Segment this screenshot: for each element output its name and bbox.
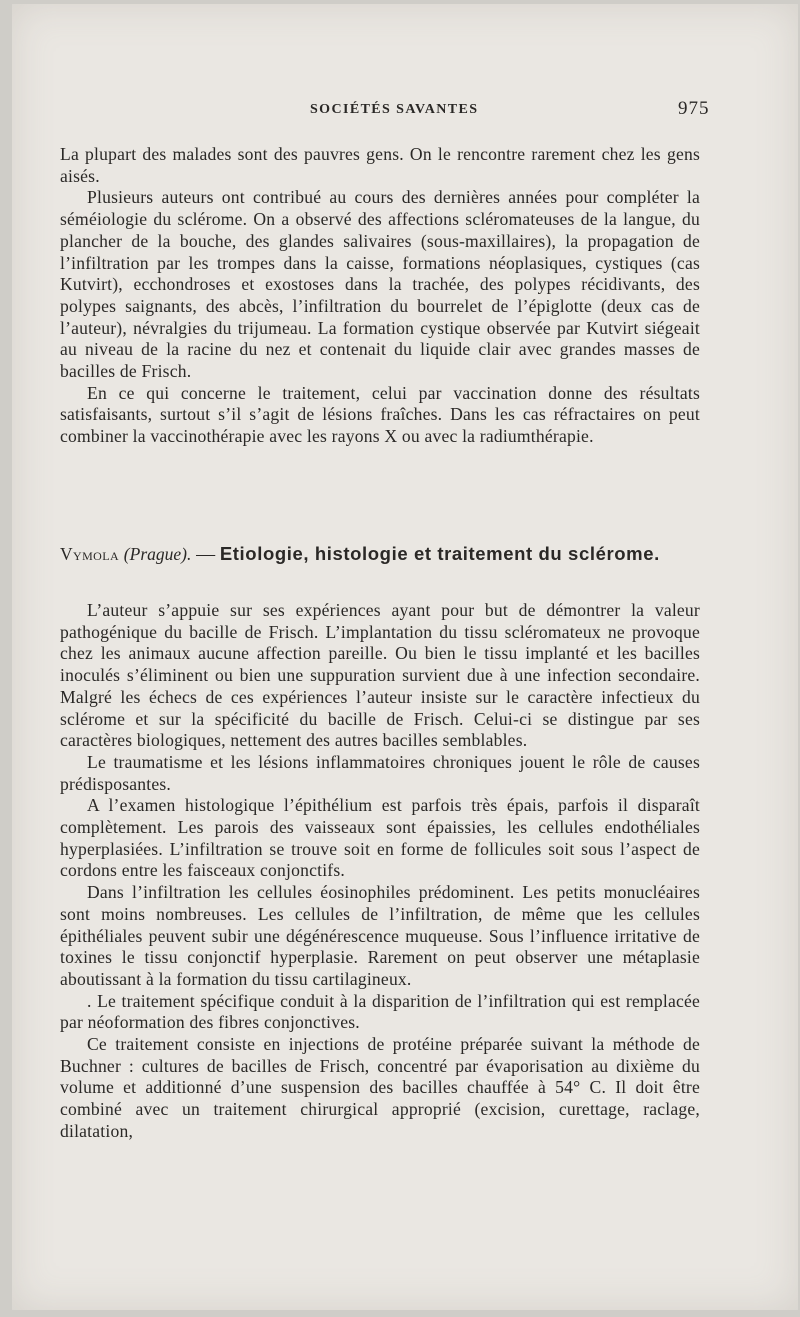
running-head: SOCIÉTÉS SAVANTES	[310, 102, 479, 117]
paragraph: A l’examen histologique l’épithélium est parfois très épais, parfois il disparaît complètement. Les parois des vaisseaux sont épaissies, les cellules endothéliales hyperplasiées. L’infiltration se trouve soit en forme de follicules soit sous l’aspect de cordons entre les faisceaux conjonctifs.	[60, 795, 700, 881]
paragraph: L’auteur s’appuie sur ses expériences ayant pour but de démontrer la valeur pathogénique du bacille de Frisch. L’implantation du tissu scléromateux ne provoque chez les animaux aucune affection pareille. Ou bien le tissu implanté et les bacilles inoculés s’éliminent ou bien une suppuration survient due à une infection secondaire. Malgré les échecs de ces expériences l’auteur insiste sur le caractère infectieux du sclérome et sur la spécificité du bacille de Frisch. Celui-ci se distingue par ses caractères biologiques, nettement des autres bacilles semblables.	[60, 600, 700, 751]
heading-dash: —	[196, 544, 216, 565]
paragraph: Ce traitement consiste en injections de protéine préparée suivant la méthode de Buchner : cultures de bacilles de Frisch, concentré par évaporisation au dixième du volume et additionné d’une suspension des bacilles chauffée à 54° C. Il doit être combiné avec un traitement chirurgical approprié (excision, curettage, raclage, dilatation,	[60, 1034, 700, 1141]
document-page	[12, 4, 798, 1310]
page-number: 975	[678, 98, 710, 119]
article-title: Etiologie, histologie et traitement du sclérome.	[219, 543, 660, 564]
paragraph: La plupart des malades sont des pauvres gens. On le rencontre rarement chez les gens aisés.	[60, 144, 700, 186]
paragraph: Dans l’infiltration les cellules éosinophiles prédominent. Les petits monucléaires sont moins nombreuses. Les cellules de l’infiltration, de même que les cellules épithéliales peuvent subir une dégénérescence muqueuse. Sous l’influence irritative de toxines le tissu conjonctif hyperplasie. Rarement on peut observer une métaplasie aboutissant à la formation du tissu cartilagineux.	[60, 882, 700, 989]
paragraph: En ce qui concerne le traitement, celui par vaccination donne des résultats satisfaisants, surtout s’il s’agit de lésions fraîches. Dans les cas réfractaires on peut combiner la vaccinothérapie avec les rayons X ou avec la radiumthérapie.	[60, 382, 700, 447]
paragraph: Le traumatisme et les lésions inflammatoires chroniques jouent le rôle de causes prédisposantes.	[60, 751, 700, 794]
article-author: Vymola	[60, 544, 120, 564]
article-body	[60, 600, 700, 1143]
paragraph: . Le traitement spécifique conduit à la disparition de l’infiltration qui est remplacée par néoformation des fibres conjonctives.	[60, 990, 700, 1033]
article-place: (Prague).	[123, 544, 192, 564]
section-sclerome-continued	[60, 144, 700, 448]
article-heading	[60, 542, 710, 566]
paragraph: Plusieurs auteurs ont contribué au cours des dernières années pour compléter la séméiologie du sclérome. On a observé des affections scléromateuses de la langue, du plancher de la bouche, des glandes salivaires (sous-maxillaires), la propagation de l’infiltration par les trompes dans la caisse, formations néoplasiques, cystiques (cas Kutvirt), ecchondroses et exostoses dans la trachée, des polypes récidivants, des polypes saignants, des abcès, l’infiltration du bourrelet de l’épiglotte (deux cas de l’auteur), névralgies du trijumeau. La formation cystique observée par Kutvirt siégeait au niveau de la racine du nez et contenait du liquide clair avec grandes masses de bacilles de Frisch.	[60, 187, 700, 382]
page-header	[12, 100, 798, 124]
